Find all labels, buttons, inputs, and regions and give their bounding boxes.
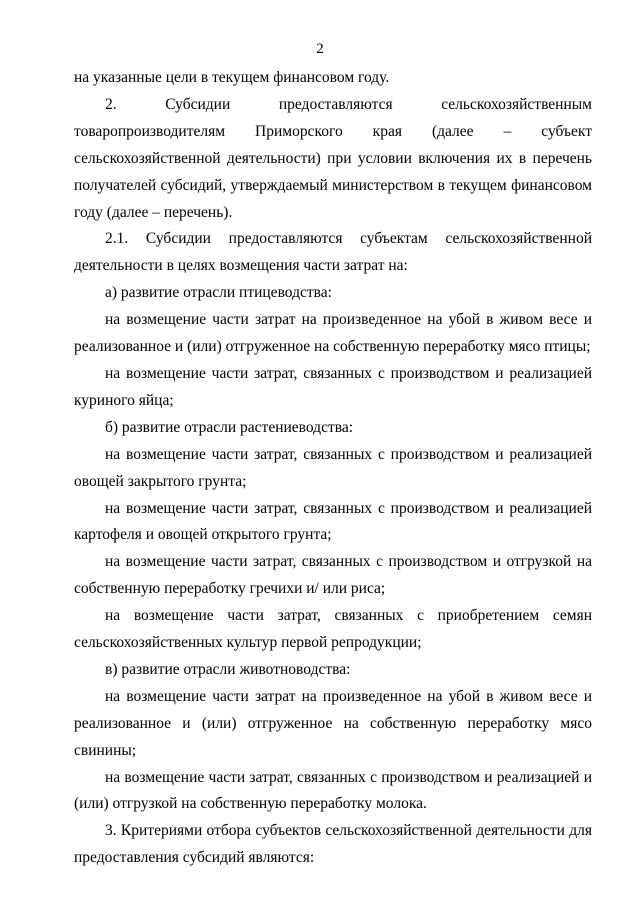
paragraph-milk: на возмещение части затрат, связанных с производством и реализацией и (или) отгрузкой на собственную переработку молока. xyxy=(74,768,592,813)
paragraph-continuation: на указанные цели в текущем финансовом году. xyxy=(74,69,390,86)
paragraph-pork: на возмещение части затрат на произведенное на убой в живом весе и реализованное и (или) отгруженное на собственную переработку мясо свинины; xyxy=(74,687,592,759)
document-body xyxy=(74,65,592,872)
paragraph-potatoes-vegetables: на возмещение части затрат, связанных с производством и реализацией картофеля и овощей открытого грунта; xyxy=(74,499,592,544)
paragraph-crops-heading: б) развитие отрасли растениеводства: xyxy=(105,418,354,436)
paragraph-poultry-eggs: на возмещение части затрат, связанных с производством и реализацией куриного яйца; xyxy=(74,364,592,409)
page-number: 2 xyxy=(316,41,324,57)
paragraph-livestock-heading: в) развитие отрасли животноводства: xyxy=(105,660,351,678)
paragraph-greenhouse-vegetables: на возмещение части затрат, связанных с производством и реализацией овощей закрытого грунта; xyxy=(74,445,592,490)
paragraph-poultry-meat: на возмещение части затрат на произведенное на убой в живом весе и реализованное и (или) отгруженное на собственную переработку мясо птицы; xyxy=(74,311,592,356)
paragraph-clause-3: 3. Критериями отбора субъектов сельскохозяйственной деятельности для предоставления субсидий являются: xyxy=(74,822,592,867)
paragraph-buckwheat-rice: на возмещение части затрат, связанных с производством и отгрузкой на собственную переработку гречихи и/ или риса; xyxy=(74,553,592,598)
paragraph-poultry-heading: а) развитие отрасли птицеводства: xyxy=(105,284,332,302)
paragraph-clause-2: 2. Субсидии предоставляются сельскохозяйственным товаропроизводителям Приморского края (далее – субъект сельскохозяйственной деятельности) при условии включения их в перечень получателей субсидий, утверждаемый министерством в текущем финансовом году (далее – перечень). xyxy=(74,95,592,221)
paragraph-clause-2-1: 2.1. Субсидии предоставляются субъектам сельскохозяйственной деятельности в целях возмещения части затрат на: xyxy=(74,230,592,275)
paragraph-seeds: на возмещение части затрат, связанных с приобретением семян сельскохозяйственных культур первой репродукции; xyxy=(74,607,592,652)
